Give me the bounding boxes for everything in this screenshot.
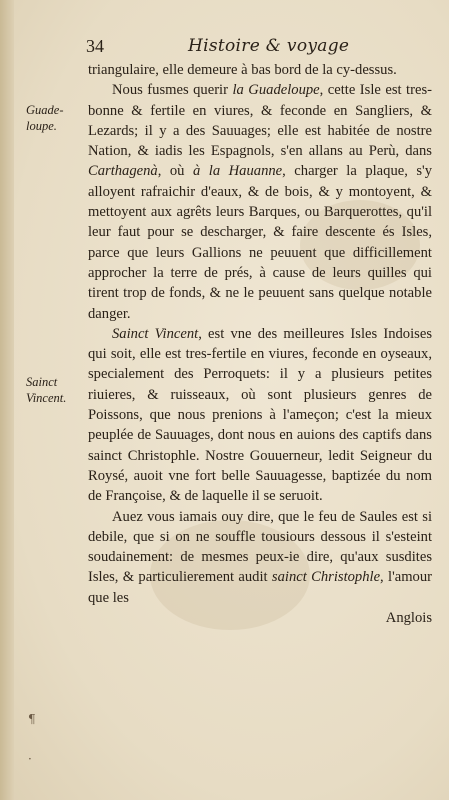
margin-note-guadeloupe: Guade-loupe.	[26, 103, 64, 133]
body-text	[88, 60, 432, 628]
running-title: Histoire & voyage	[188, 36, 350, 56]
text-run: , où	[157, 163, 193, 180]
text-run: Auez vous iamais ouy dire, que le feu de Saules est si debile, que si on ne souffle tousiours dessous il s'esteint soudainement: de mesmes peux-ie dire, qu'aux susdites Isles, & particulierement audit	[88, 508, 432, 586]
place-name: Sainct Vincent	[112, 325, 199, 342]
place-name: la Guadeloupe	[232, 82, 320, 99]
margin-mark: ¶	[28, 712, 36, 726]
margin-mark: ·	[28, 752, 32, 766]
paragraph-continuation: triangulaire, elle demeure à bas bord de la cy-dessus.	[88, 62, 397, 78]
text-run: Nous fusmes querir	[112, 82, 233, 99]
text-run: , l'amour que les	[88, 569, 433, 606]
text-run: , cette Isle est tres-bonne & fertile en viures, & feconde en Sangliers, & Lezards; il y a des Sauuages; elle est habitée de nostre Nation, & iadis les Espagnols, s'en allans au Perù, dans	[88, 82, 432, 160]
paragraph-guadeloupe	[88, 80, 432, 324]
text-run: , charger la plaque, s'y alloyent rafraichir d'eaux, & de bois, & y montoyent, & mettoyent aux agrêts leurs Barques, ou Barquerottes, qu'il leur faut pour se descharger, & faire descente és Isles, parce que leurs Gallions ne peuuent que difficillement approcher la terre de prés, à cause de leurs quilles qui tirent trop de fonds, & ne le peuuent sans quelque notable danger.	[88, 163, 432, 322]
catchword: Anglois	[385, 610, 432, 627]
paragraph-saint-vincent	[88, 324, 432, 507]
place-name: Carthagenà	[88, 163, 158, 180]
running-header	[86, 36, 426, 60]
place-name: à la Hauanne	[192, 163, 283, 180]
text-run: , est vne des meilleures Isles Indoises qui soit, elle est tres-fertile en viures, feconde en oyseaux, specialement des Perroquets: il y a plusieurs petites riuieres, & ruisseaux, où sont plusieurs genres de Poissons, que nous prenions à l'ameçon; c'est la mieux peuplée de Sauuages, dont nous en auions des captifs dans sainct Christophle. Nostre Gouuerneur, ledit Seigneur du Roysé, auoit vne fort belle Sauuagesse, baptizée du nom de Françoise, & de laquelle il se seruoit.	[88, 325, 432, 505]
place-name: sainct Christophle	[271, 569, 381, 586]
page-number: 34	[86, 36, 104, 56]
margin-note-saint-vincent: Sainct Vincent.	[26, 375, 67, 405]
page-gutter	[0, 0, 14, 800]
paragraph-saules	[88, 507, 432, 629]
